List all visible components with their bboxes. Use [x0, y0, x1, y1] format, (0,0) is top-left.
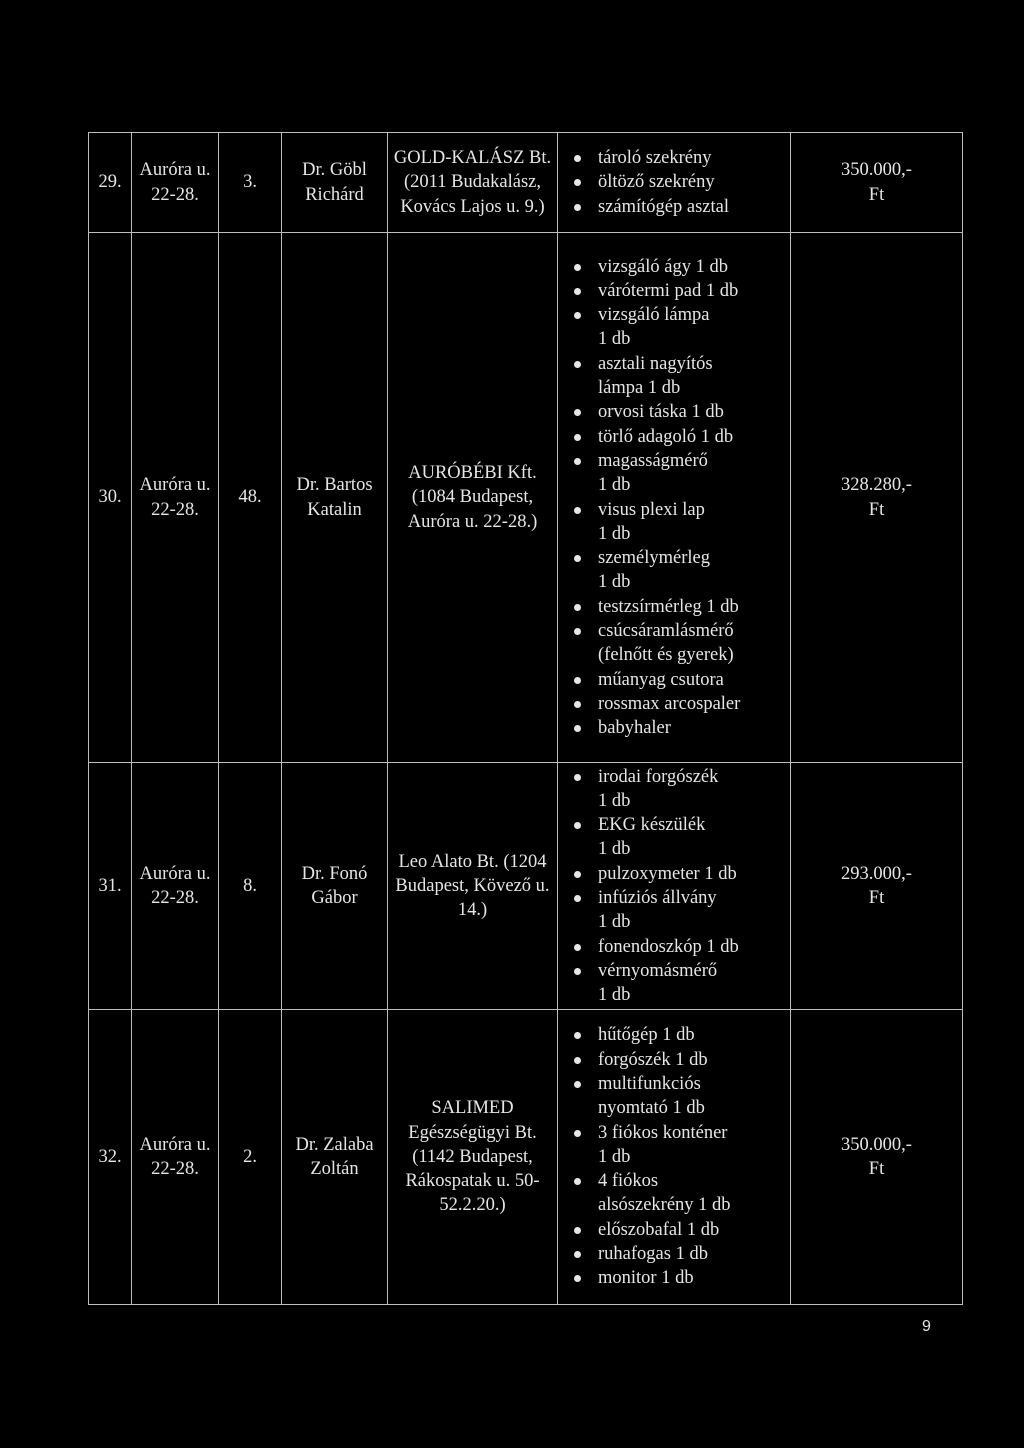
- price-currency: Ft: [868, 499, 885, 520]
- table-row: [89, 133, 963, 233]
- company-line: (1084 Budapest,: [411, 487, 534, 508]
- table-row: [89, 233, 963, 763]
- row-number: 30.: [89, 233, 132, 763]
- doctor-given-name: Katalin: [307, 499, 362, 520]
- company-line: Budapest, Kövező u.: [395, 875, 550, 896]
- address-number: 22-28.: [151, 184, 199, 205]
- address-cell: [132, 233, 219, 763]
- company-line: Rákospatak u. 50-: [405, 1171, 540, 1192]
- price-amount: 350.000,-: [841, 160, 912, 181]
- price-amount: 293.000,-: [841, 863, 912, 884]
- items-cell: [558, 763, 791, 1010]
- list-item: ruhafogas 1 db: [598, 1242, 788, 1266]
- address-cell: [132, 133, 219, 233]
- table-row: [89, 763, 963, 1010]
- list-item: rossmax arcospaler: [598, 692, 788, 716]
- item-list: [598, 765, 788, 1008]
- list-item: hűtőgép 1 db: [598, 1023, 788, 1047]
- address-cell: [132, 1010, 219, 1305]
- list-item: tároló szekrény: [598, 146, 788, 170]
- doctor-cell: [282, 133, 388, 233]
- items-cell: [558, 133, 791, 233]
- list-item: 3 fiókos konténer 1 db: [598, 1121, 788, 1170]
- doctor-given-name: Gábor: [311, 888, 358, 908]
- company-line: 14.): [457, 900, 488, 921]
- items-cell: [558, 233, 791, 763]
- doctor-cell: [282, 233, 388, 763]
- list-item: orvosi táska 1 db: [598, 400, 788, 424]
- company-line: Leo Alato Bt. (1204: [398, 851, 547, 872]
- list-item: vérnyomásmérő 1 db: [598, 959, 788, 1008]
- list-item: vizsgáló ágy 1 db: [598, 255, 788, 279]
- list-item: előszobafal 1 db: [598, 1218, 788, 1242]
- list-item: babyhaler: [598, 716, 788, 740]
- row-number: 32.: [89, 1010, 132, 1305]
- list-item: csúcsáramlásmérő (felnőtt és gyerek): [598, 619, 788, 668]
- address-street: Auróra u.: [139, 1134, 211, 1155]
- address-street: Auróra u.: [139, 160, 211, 181]
- address-street: Auróra u.: [139, 475, 211, 496]
- doctor-title-surname: Dr. Göbl: [302, 160, 367, 181]
- office-number: 2.: [219, 1010, 282, 1305]
- item-list: [598, 1023, 788, 1290]
- office-number: 48.: [219, 233, 282, 763]
- list-item: asztali nagyítós lámpa 1 db: [598, 352, 788, 401]
- price-currency: Ft: [868, 184, 885, 205]
- company-line: (2011 Budakalász,: [404, 172, 541, 193]
- price-cell: [791, 1010, 963, 1305]
- list-item: öltöző szekrény: [598, 170, 788, 194]
- company-line: AURÓBÉBI Kft.: [408, 463, 537, 484]
- table-row: [89, 1010, 963, 1305]
- list-item: forgószék 1 db: [598, 1048, 788, 1072]
- company-line: GOLD-KALÁSZ Bt.: [393, 148, 552, 169]
- item-list: [598, 255, 788, 741]
- company-line: (1142 Budapest,: [412, 1146, 533, 1167]
- row-number: 29.: [89, 133, 132, 233]
- list-item: várótermi pad 1 db: [598, 279, 788, 303]
- list-item: műanyag csutora: [598, 668, 788, 692]
- company-line: SALIMED: [431, 1098, 514, 1119]
- items-cell: [558, 1010, 791, 1305]
- list-item: fonendoszkóp 1 db: [598, 935, 788, 959]
- address-number: 22-28.: [151, 1159, 199, 1179]
- company-cell: [388, 233, 558, 763]
- price-cell: [791, 133, 963, 233]
- price-amount: 350.000,-: [841, 1134, 912, 1155]
- doctor-given-name: Zoltán: [310, 1159, 359, 1179]
- list-item: pulzoxymeter 1 db: [598, 862, 788, 886]
- list-item: magasságmérő 1 db: [598, 449, 788, 498]
- list-item: vizsgáló lámpa 1 db: [598, 303, 788, 352]
- office-number: 3.: [219, 133, 282, 233]
- list-item: irodai forgószék 1 db: [598, 765, 788, 814]
- address-number: 22-28.: [151, 888, 199, 908]
- address-number: 22-28.: [151, 499, 199, 520]
- address-street: Auróra u.: [139, 863, 211, 884]
- list-item: monitor 1 db: [598, 1266, 788, 1290]
- company-cell: [388, 763, 558, 1010]
- price-cell: [791, 763, 963, 1010]
- company-line: Kovács Lajos u. 9.): [400, 196, 545, 217]
- doctor-title-surname: Dr. Bartos: [296, 475, 373, 496]
- equipment-table: [88, 132, 963, 1305]
- list-item: infúziós állvány 1 db: [598, 886, 788, 935]
- list-item: visus plexi lap 1 db: [598, 498, 788, 547]
- list-item: testzsírmérleg 1 db: [598, 595, 788, 619]
- doctor-given-name: Richárd: [305, 184, 364, 205]
- doctor-cell: [282, 1010, 388, 1305]
- company-line: 52.2.20.): [439, 1195, 506, 1216]
- office-number: 8.: [219, 763, 282, 1010]
- row-number: 31.: [89, 763, 132, 1010]
- doctor-title-surname: Dr. Fonó: [301, 863, 368, 884]
- list-item: 4 fiókos alsószekrény 1 db: [598, 1169, 788, 1218]
- doctor-cell: [282, 763, 388, 1010]
- list-item: EKG készülék 1 db: [598, 813, 788, 862]
- list-item: személymérleg 1 db: [598, 546, 788, 595]
- doctor-title-surname: Dr. Zalaba: [295, 1134, 374, 1155]
- price-cell: [791, 233, 963, 763]
- price-currency: Ft: [868, 888, 885, 908]
- company-cell: [388, 133, 558, 233]
- page-number: 9: [922, 1318, 931, 1335]
- price-currency: Ft: [868, 1159, 885, 1179]
- list-item: multifunkciós nyomtató 1 db: [598, 1072, 788, 1121]
- list-item: számítógép asztal: [598, 195, 788, 219]
- item-list: [598, 146, 788, 219]
- price-amount: 328.280,-: [841, 475, 912, 496]
- company-line: Auróra u. 22-28.): [407, 511, 538, 532]
- list-item: törlő adagoló 1 db: [598, 425, 788, 449]
- company-cell: [388, 1010, 558, 1305]
- company-line: Egészségügyi Bt.: [408, 1122, 537, 1143]
- address-cell: [132, 763, 219, 1010]
